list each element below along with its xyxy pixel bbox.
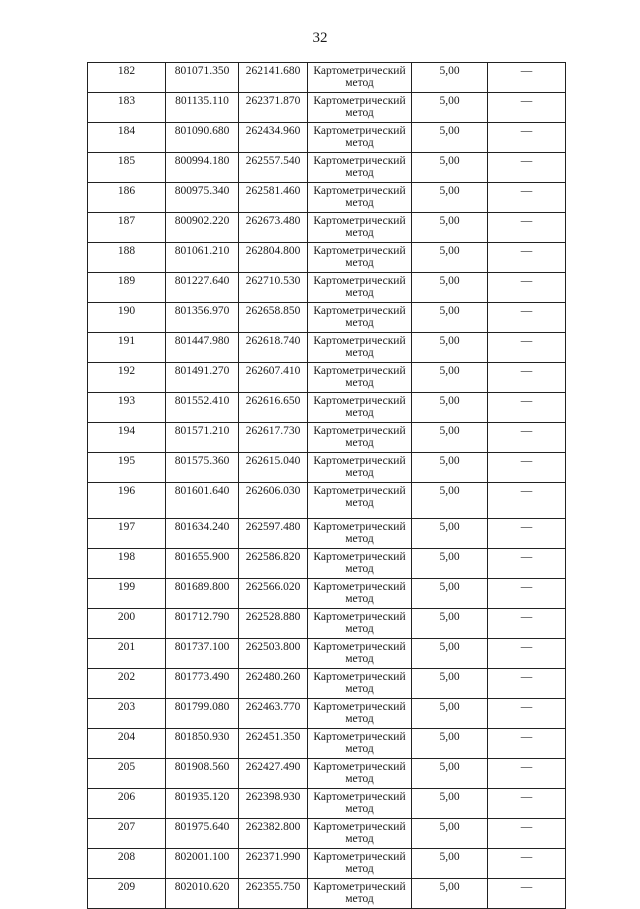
table-row bbox=[88, 639, 566, 669]
x-coordinate-cell: 802001.100 bbox=[166, 849, 239, 879]
method-cell bbox=[308, 699, 412, 729]
point-number-cell: 199 bbox=[88, 579, 166, 609]
accuracy-cell: 5,00 bbox=[412, 273, 488, 303]
accuracy-cell: 5,00 bbox=[412, 153, 488, 183]
dash-cell: — bbox=[488, 819, 566, 849]
x-coordinate-cell: 801908.560 bbox=[166, 759, 239, 789]
accuracy-cell: 5,00 bbox=[412, 759, 488, 789]
dash-cell: — bbox=[488, 183, 566, 213]
y-coordinate-cell: 262480.260 bbox=[239, 669, 308, 699]
method-line-2: метод bbox=[345, 467, 374, 479]
method-line-2: метод bbox=[345, 197, 374, 209]
dash-cell: — bbox=[488, 849, 566, 879]
y-coordinate-cell: 262503.800 bbox=[239, 639, 308, 669]
method-line-1: Картометрический bbox=[313, 365, 406, 377]
method-line-2: метод bbox=[345, 623, 374, 635]
method-cell bbox=[308, 123, 412, 153]
method-line-1: Картометрический bbox=[313, 791, 406, 803]
point-number-cell: 184 bbox=[88, 123, 166, 153]
method-cell bbox=[308, 93, 412, 123]
dash-cell: — bbox=[488, 123, 566, 153]
y-coordinate-cell: 262371.990 bbox=[239, 849, 308, 879]
y-coordinate-cell: 262141.680 bbox=[239, 63, 308, 93]
x-coordinate-cell: 801773.490 bbox=[166, 669, 239, 699]
table-row bbox=[88, 759, 566, 789]
dash-cell: — bbox=[488, 549, 566, 579]
method-cell bbox=[308, 549, 412, 579]
y-coordinate-cell: 262371.870 bbox=[239, 93, 308, 123]
point-number-cell: 186 bbox=[88, 183, 166, 213]
method-line-2: метод bbox=[345, 347, 374, 359]
method-line-1: Картометрический bbox=[313, 305, 406, 317]
point-number-cell: 203 bbox=[88, 699, 166, 729]
accuracy-cell: 5,00 bbox=[412, 333, 488, 363]
y-coordinate-cell: 262566.020 bbox=[239, 579, 308, 609]
y-coordinate-cell: 262617.730 bbox=[239, 423, 308, 453]
point-number-cell: 208 bbox=[88, 849, 166, 879]
method-line-1: Картометрический bbox=[313, 125, 406, 137]
dash-cell: — bbox=[488, 669, 566, 699]
x-coordinate-cell: 802010.620 bbox=[166, 879, 239, 909]
y-coordinate-cell: 262710.530 bbox=[239, 273, 308, 303]
x-coordinate-cell: 801712.790 bbox=[166, 609, 239, 639]
x-coordinate-cell: 800994.180 bbox=[166, 153, 239, 183]
table-row bbox=[88, 153, 566, 183]
method-line-1: Картометрический bbox=[313, 215, 406, 227]
table-row bbox=[88, 123, 566, 153]
point-number-cell: 190 bbox=[88, 303, 166, 333]
table-row bbox=[88, 669, 566, 699]
x-coordinate-cell: 801071.350 bbox=[166, 63, 239, 93]
x-coordinate-cell: 801356.970 bbox=[166, 303, 239, 333]
accuracy-cell: 5,00 bbox=[412, 453, 488, 483]
dash-cell: — bbox=[488, 423, 566, 453]
y-coordinate-cell: 262463.770 bbox=[239, 699, 308, 729]
table-row bbox=[88, 393, 566, 423]
method-cell bbox=[308, 333, 412, 363]
x-coordinate-cell: 801737.100 bbox=[166, 639, 239, 669]
accuracy-cell: 5,00 bbox=[412, 183, 488, 213]
accuracy-cell: 5,00 bbox=[412, 849, 488, 879]
method-line-1: Картометрический bbox=[313, 65, 406, 77]
dash-cell: — bbox=[488, 729, 566, 759]
coordinates-table-body bbox=[88, 63, 566, 909]
point-number-cell: 205 bbox=[88, 759, 166, 789]
table-row bbox=[88, 303, 566, 333]
method-line-2: метод bbox=[345, 683, 374, 695]
point-number-cell: 196 bbox=[88, 483, 166, 519]
y-coordinate-cell: 262581.460 bbox=[239, 183, 308, 213]
x-coordinate-cell: 801975.640 bbox=[166, 819, 239, 849]
y-coordinate-cell: 262597.480 bbox=[239, 519, 308, 549]
x-coordinate-cell: 801850.930 bbox=[166, 729, 239, 759]
x-coordinate-cell: 801689.800 bbox=[166, 579, 239, 609]
method-cell bbox=[308, 669, 412, 699]
dash-cell: — bbox=[488, 483, 566, 519]
dash-cell: — bbox=[488, 579, 566, 609]
y-coordinate-cell: 262557.540 bbox=[239, 153, 308, 183]
dash-cell: — bbox=[488, 63, 566, 93]
method-line-2: метод bbox=[345, 407, 374, 419]
dash-cell: — bbox=[488, 93, 566, 123]
y-coordinate-cell: 262658.850 bbox=[239, 303, 308, 333]
dash-cell: — bbox=[488, 393, 566, 423]
table-row bbox=[88, 819, 566, 849]
method-cell bbox=[308, 849, 412, 879]
dash-cell: — bbox=[488, 699, 566, 729]
y-coordinate-cell: 262434.960 bbox=[239, 123, 308, 153]
method-line-2: метод bbox=[345, 653, 374, 665]
dash-cell: — bbox=[488, 243, 566, 273]
page-number: 32 bbox=[312, 30, 328, 46]
table-row bbox=[88, 63, 566, 93]
method-cell bbox=[308, 759, 412, 789]
y-coordinate-cell: 262427.490 bbox=[239, 759, 308, 789]
point-number-cell: 201 bbox=[88, 639, 166, 669]
point-number-cell: 200 bbox=[88, 609, 166, 639]
y-coordinate-cell: 262804.800 bbox=[239, 243, 308, 273]
point-number-cell: 188 bbox=[88, 243, 166, 273]
method-line-2: метод bbox=[345, 107, 374, 119]
x-coordinate-cell: 801571.210 bbox=[166, 423, 239, 453]
accuracy-cell: 5,00 bbox=[412, 879, 488, 909]
point-number-cell: 197 bbox=[88, 519, 166, 549]
y-coordinate-cell: 262615.040 bbox=[239, 453, 308, 483]
coordinates-table bbox=[87, 62, 566, 909]
method-cell bbox=[308, 243, 412, 273]
method-cell bbox=[308, 393, 412, 423]
table-row bbox=[88, 453, 566, 483]
dash-cell: — bbox=[488, 519, 566, 549]
accuracy-cell: 5,00 bbox=[412, 639, 488, 669]
method-line-2: метод bbox=[345, 773, 374, 785]
point-number-cell: 182 bbox=[88, 63, 166, 93]
method-line-1: Картометрический bbox=[313, 485, 406, 497]
accuracy-cell: 5,00 bbox=[412, 213, 488, 243]
table-row bbox=[88, 789, 566, 819]
method-cell bbox=[308, 819, 412, 849]
table-row bbox=[88, 273, 566, 303]
table-row bbox=[88, 423, 566, 453]
point-number-cell: 206 bbox=[88, 789, 166, 819]
method-cell bbox=[308, 153, 412, 183]
method-cell bbox=[308, 303, 412, 333]
method-line-2: метод bbox=[345, 77, 374, 89]
method-cell bbox=[308, 639, 412, 669]
y-coordinate-cell: 262616.650 bbox=[239, 393, 308, 423]
y-coordinate-cell: 262451.350 bbox=[239, 729, 308, 759]
table-row bbox=[88, 333, 566, 363]
table-row bbox=[88, 549, 566, 579]
table-row bbox=[88, 519, 566, 549]
method-line-1: Картометрический bbox=[313, 881, 406, 893]
accuracy-cell: 5,00 bbox=[412, 303, 488, 333]
y-coordinate-cell: 262607.410 bbox=[239, 363, 308, 393]
method-line-1: Картометрический bbox=[313, 821, 406, 833]
accuracy-cell: 5,00 bbox=[412, 789, 488, 819]
accuracy-cell: 5,00 bbox=[412, 609, 488, 639]
accuracy-cell: 5,00 bbox=[412, 93, 488, 123]
point-number-cell: 204 bbox=[88, 729, 166, 759]
method-cell bbox=[308, 789, 412, 819]
table-row bbox=[88, 699, 566, 729]
method-cell bbox=[308, 609, 412, 639]
accuracy-cell: 5,00 bbox=[412, 393, 488, 423]
method-line-1: Картометрический bbox=[313, 701, 406, 713]
dash-cell: — bbox=[488, 153, 566, 183]
accuracy-cell: 5,00 bbox=[412, 819, 488, 849]
accuracy-cell: 5,00 bbox=[412, 519, 488, 549]
method-cell bbox=[308, 729, 412, 759]
dash-cell: — bbox=[488, 333, 566, 363]
method-line-1: Картометрический bbox=[313, 761, 406, 773]
x-coordinate-cell: 801552.410 bbox=[166, 393, 239, 423]
point-number-cell: 189 bbox=[88, 273, 166, 303]
method-line-1: Картометрический bbox=[313, 335, 406, 347]
method-line-1: Картометрический bbox=[313, 275, 406, 287]
method-line-1: Картометрический bbox=[313, 641, 406, 653]
x-coordinate-cell: 801601.640 bbox=[166, 483, 239, 519]
accuracy-cell: 5,00 bbox=[412, 699, 488, 729]
y-coordinate-cell: 262382.800 bbox=[239, 819, 308, 849]
method-line-2: метод bbox=[345, 167, 374, 179]
method-line-1: Картометрический bbox=[313, 551, 406, 563]
table-row bbox=[88, 579, 566, 609]
accuracy-cell: 5,00 bbox=[412, 729, 488, 759]
method-line-2: метод bbox=[345, 863, 374, 875]
table-row bbox=[88, 849, 566, 879]
x-coordinate-cell: 801061.210 bbox=[166, 243, 239, 273]
dash-cell: — bbox=[488, 213, 566, 243]
method-line-2: метод bbox=[345, 593, 374, 605]
y-coordinate-cell: 262673.480 bbox=[239, 213, 308, 243]
method-line-1: Картометрический bbox=[313, 395, 406, 407]
point-number-cell: 194 bbox=[88, 423, 166, 453]
point-number-cell: 209 bbox=[88, 879, 166, 909]
point-number-cell: 183 bbox=[88, 93, 166, 123]
method-cell bbox=[308, 363, 412, 393]
dash-cell: — bbox=[488, 759, 566, 789]
dash-cell: — bbox=[488, 273, 566, 303]
method-cell bbox=[308, 423, 412, 453]
method-line-1: Картометрический bbox=[313, 155, 406, 167]
x-coordinate-cell: 800975.340 bbox=[166, 183, 239, 213]
method-line-2: метод bbox=[345, 137, 374, 149]
method-cell bbox=[308, 579, 412, 609]
method-line-2: метод bbox=[345, 713, 374, 725]
accuracy-cell: 5,00 bbox=[412, 669, 488, 699]
y-coordinate-cell: 262586.820 bbox=[239, 549, 308, 579]
method-line-2: метод bbox=[345, 497, 374, 509]
point-number-cell: 195 bbox=[88, 453, 166, 483]
dash-cell: — bbox=[488, 639, 566, 669]
point-number-cell: 198 bbox=[88, 549, 166, 579]
accuracy-cell: 5,00 bbox=[412, 243, 488, 273]
x-coordinate-cell: 801575.360 bbox=[166, 453, 239, 483]
accuracy-cell: 5,00 bbox=[412, 123, 488, 153]
table-row bbox=[88, 363, 566, 393]
accuracy-cell: 5,00 bbox=[412, 483, 488, 519]
method-line-1: Картометрический bbox=[313, 95, 406, 107]
method-line-2: метод bbox=[345, 833, 374, 845]
method-line-2: метод bbox=[345, 317, 374, 329]
method-line-2: метод bbox=[345, 563, 374, 575]
table-row bbox=[88, 213, 566, 243]
x-coordinate-cell: 801447.980 bbox=[166, 333, 239, 363]
accuracy-cell: 5,00 bbox=[412, 63, 488, 93]
y-coordinate-cell: 262355.750 bbox=[239, 879, 308, 909]
method-cell bbox=[308, 273, 412, 303]
y-coordinate-cell: 262606.030 bbox=[239, 483, 308, 519]
x-coordinate-cell: 801655.900 bbox=[166, 549, 239, 579]
method-cell bbox=[308, 483, 412, 519]
point-number-cell: 191 bbox=[88, 333, 166, 363]
method-line-1: Картометрический bbox=[313, 245, 406, 257]
table-row bbox=[88, 609, 566, 639]
method-cell bbox=[308, 879, 412, 909]
method-cell bbox=[308, 183, 412, 213]
method-line-2: метод bbox=[345, 377, 374, 389]
method-line-1: Картометрический bbox=[313, 455, 406, 467]
method-line-2: метод bbox=[345, 437, 374, 449]
y-coordinate-cell: 262528.880 bbox=[239, 609, 308, 639]
dash-cell: — bbox=[488, 453, 566, 483]
accuracy-cell: 5,00 bbox=[412, 549, 488, 579]
method-line-1: Картометрический bbox=[313, 851, 406, 863]
dash-cell: — bbox=[488, 363, 566, 393]
method-line-1: Картометрический bbox=[313, 671, 406, 683]
method-line-1: Картометрический bbox=[313, 521, 406, 533]
table-row bbox=[88, 483, 566, 519]
point-number-cell: 192 bbox=[88, 363, 166, 393]
method-line-1: Картометрический bbox=[313, 581, 406, 593]
method-line-1: Картометрический bbox=[313, 611, 406, 623]
dash-cell: — bbox=[488, 609, 566, 639]
point-number-cell: 185 bbox=[88, 153, 166, 183]
x-coordinate-cell: 800902.220 bbox=[166, 213, 239, 243]
method-cell bbox=[308, 63, 412, 93]
x-coordinate-cell: 801935.120 bbox=[166, 789, 239, 819]
method-cell bbox=[308, 213, 412, 243]
method-line-2: метод bbox=[345, 533, 374, 545]
point-number-cell: 193 bbox=[88, 393, 166, 423]
table-row bbox=[88, 729, 566, 759]
method-line-1: Картометрический bbox=[313, 185, 406, 197]
dash-cell: — bbox=[488, 789, 566, 819]
point-number-cell: 187 bbox=[88, 213, 166, 243]
method-cell bbox=[308, 519, 412, 549]
x-coordinate-cell: 801135.110 bbox=[166, 93, 239, 123]
dash-cell: — bbox=[488, 303, 566, 333]
x-coordinate-cell: 801799.080 bbox=[166, 699, 239, 729]
method-line-1: Картометрический bbox=[313, 731, 406, 743]
method-line-2: метод bbox=[345, 227, 374, 239]
x-coordinate-cell: 801491.270 bbox=[166, 363, 239, 393]
table-row bbox=[88, 183, 566, 213]
y-coordinate-cell: 262398.930 bbox=[239, 789, 308, 819]
method-line-2: метод bbox=[345, 893, 374, 905]
table-row bbox=[88, 243, 566, 273]
method-line-2: метод bbox=[345, 257, 374, 269]
table-row bbox=[88, 93, 566, 123]
method-line-2: метод bbox=[345, 743, 374, 755]
method-line-2: метод bbox=[345, 803, 374, 815]
method-cell bbox=[308, 453, 412, 483]
dash-cell: — bbox=[488, 879, 566, 909]
accuracy-cell: 5,00 bbox=[412, 423, 488, 453]
method-line-2: метод bbox=[345, 287, 374, 299]
point-number-cell: 207 bbox=[88, 819, 166, 849]
x-coordinate-cell: 801634.240 bbox=[166, 519, 239, 549]
x-coordinate-cell: 801227.640 bbox=[166, 273, 239, 303]
method-line-1: Картометрический bbox=[313, 425, 406, 437]
accuracy-cell: 5,00 bbox=[412, 363, 488, 393]
table-row bbox=[88, 879, 566, 909]
point-number-cell: 202 bbox=[88, 669, 166, 699]
y-coordinate-cell: 262618.740 bbox=[239, 333, 308, 363]
x-coordinate-cell: 801090.680 bbox=[166, 123, 239, 153]
accuracy-cell: 5,00 bbox=[412, 579, 488, 609]
